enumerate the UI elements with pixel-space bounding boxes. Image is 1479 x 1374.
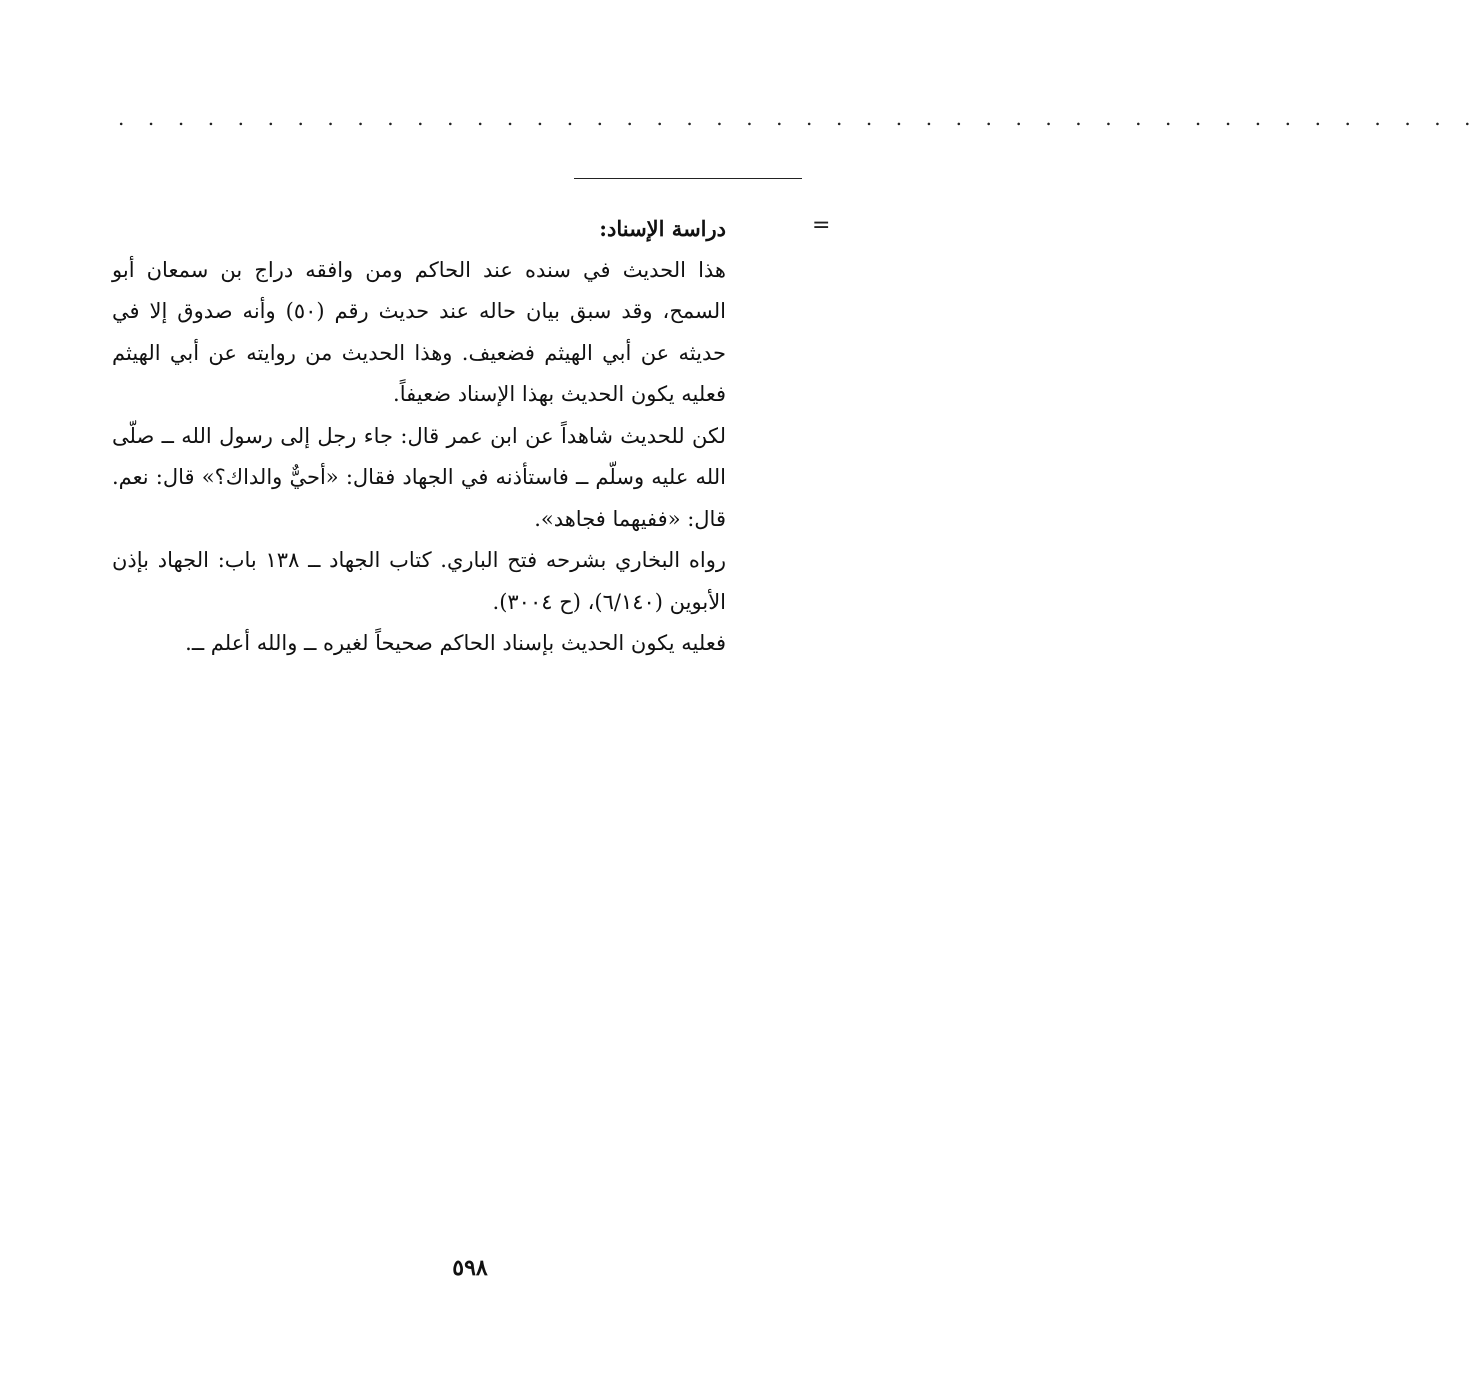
dotted-separator: . . . . . . . . . . . . . . . . . . . . . . . . . . . . . . . . . . . . . . . . . . . . . . <box>118 106 1479 130</box>
section-heading: دراسة الإسناد: <box>599 216 726 241</box>
paragraph-supporting-hadith: لكن للحديث شاهداً عن ابن عمر قال: جاء رجل إلى رسول الله ــ صلّى الله عليه وسلّم ــ فاستأذنه في الجهاد فقال: «أحيٌّ والداك؟» قال: نعم. قال: «ففيهما فجاهد». <box>112 423 726 531</box>
footnote-rule <box>574 178 802 179</box>
body-text <box>112 208 726 665</box>
page-number: ٥٩٨ <box>452 1255 488 1281</box>
paragraph-isnad-analysis: هذا الحديث في سنده عند الحاكم ومن وافقه دراج بن سمعان أبو السمح، وقد سبق بيان حاله عند حديث رقم (٥٠) وأنه صدوق إلا في حديثه عن أبي الهيثم فضعيف. وهذا الحديث من روايته عن أبي الهيثم فعليه يكون الحديث بهذا الإسناد ضعيفاً. <box>112 257 726 406</box>
paragraph-bukhari-reference: رواه البخاري بشرحه فتح الباري. كتاب الجهاد ــ ١٣٨ باب: الجهاد بإذن الأبوين (٦/١٤٠)، (ح ٣٠٠٤). <box>112 548 726 614</box>
paragraph-conclusion: فعليه يكون الحديث بإسناد الحاكم صحيحاً لغيره ــ والله أعلم ــ. <box>185 631 726 655</box>
continuation-mark: = <box>812 213 831 238</box>
